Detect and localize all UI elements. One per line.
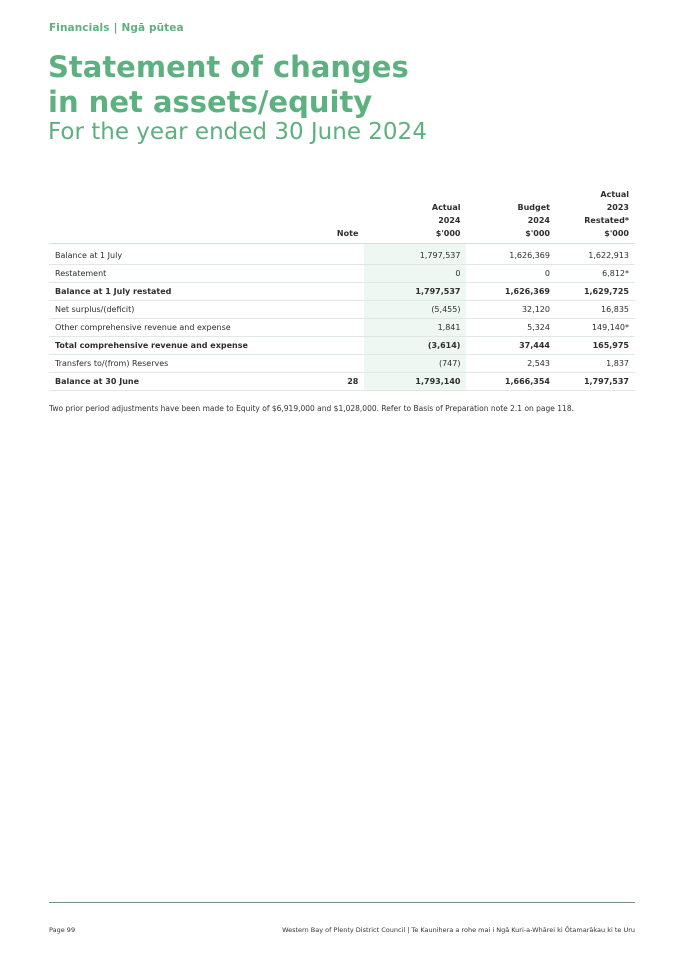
row-actual-2024: (747) bbox=[364, 355, 466, 373]
header-label-cell bbox=[49, 188, 318, 244]
changes-in-equity-table bbox=[49, 188, 635, 391]
header-actual-2024-line-3: $'000 bbox=[435, 229, 461, 238]
header-budget-2024-line-1: Budget bbox=[517, 203, 550, 212]
page-number: Page 99 bbox=[49, 926, 76, 934]
row-note bbox=[318, 355, 364, 373]
row-note bbox=[318, 337, 364, 355]
page-title-line-1: Statement of changes bbox=[48, 50, 409, 84]
row-actual-2023: 149,140* bbox=[556, 319, 635, 337]
row-label: Total comprehensive revenue and expense bbox=[49, 337, 318, 355]
row-actual-2024: 1,797,537 bbox=[364, 244, 466, 265]
table-row bbox=[49, 337, 635, 355]
row-label: Balance at 1 July restated bbox=[49, 283, 318, 301]
table-header-row bbox=[49, 188, 635, 244]
footer-publisher: Western Bay of Plenty District Council | Te Kaunihera a rohe mai i Ngā Kuri-a-Whārei ki Ōtamarākau ki te Uru bbox=[282, 926, 635, 934]
row-label: Net surplus/(deficit) bbox=[49, 301, 318, 319]
row-budget-2024: 32,120 bbox=[466, 301, 556, 319]
table-row bbox=[49, 265, 635, 283]
footer-divider bbox=[49, 902, 635, 903]
row-budget-2024: 5,324 bbox=[466, 319, 556, 337]
row-actual-2024: (3,614) bbox=[364, 337, 466, 355]
row-note bbox=[318, 244, 364, 265]
row-actual-2023: 1,629,725 bbox=[556, 283, 635, 301]
row-note bbox=[318, 283, 364, 301]
row-budget-2024: 2,543 bbox=[466, 355, 556, 373]
row-actual-2023: 1,837 bbox=[556, 355, 635, 373]
header-actual-2023-line-4: $'000 bbox=[604, 229, 629, 238]
row-actual-2024: 1,793,140 bbox=[364, 373, 466, 391]
row-actual-2023: 1,797,537 bbox=[556, 373, 635, 391]
row-actual-2023: 165,975 bbox=[556, 337, 635, 355]
row-budget-2024: 1,626,369 bbox=[466, 283, 556, 301]
row-actual-2024: 0 bbox=[364, 265, 466, 283]
row-budget-2024: 0 bbox=[466, 265, 556, 283]
row-note: 28 bbox=[318, 373, 364, 391]
row-budget-2024: 37,444 bbox=[466, 337, 556, 355]
header-actual-2023-line-1: Actual bbox=[600, 190, 629, 199]
row-label: Restatement bbox=[49, 265, 318, 283]
row-label: Transfers to/(from) Reserves bbox=[49, 355, 318, 373]
row-actual-2024: 1,841 bbox=[364, 319, 466, 337]
footnote: Two prior period adjustments have been made to Equity of $6,919,000 and $1,028,000. Refer to Basis of Preparation note 2.1 on page 118. bbox=[49, 404, 574, 413]
section-label bbox=[49, 22, 184, 34]
page-subtitle: For the year ended 30 June 2024 bbox=[48, 119, 427, 145]
section-separator: | bbox=[113, 22, 118, 34]
header-actual-2024-line-1: Actual bbox=[431, 203, 461, 212]
row-actual-2023: 1,622,913 bbox=[556, 244, 635, 265]
header-actual-2023-line-3: Restated* bbox=[584, 216, 629, 225]
row-label: Balance at 30 June bbox=[49, 373, 318, 391]
row-budget-2024: 1,626,369 bbox=[466, 244, 556, 265]
page-title-line-2: in net assets/equity bbox=[48, 85, 373, 119]
header-actual-2023 bbox=[556, 188, 635, 244]
section-label-maori: Ngā pūtea bbox=[121, 22, 184, 34]
header-budget-2024-line-2: 2024 bbox=[527, 216, 550, 225]
header-budget-2024-line-3: $'000 bbox=[525, 229, 550, 238]
header-actual-2024 bbox=[364, 188, 466, 244]
header-actual-2024-line-2: 2024 bbox=[438, 216, 461, 225]
row-actual-2024: (5,455) bbox=[364, 301, 466, 319]
row-actual-2023: 16,835 bbox=[556, 301, 635, 319]
header-budget-2024 bbox=[466, 188, 556, 244]
table-row bbox=[49, 244, 635, 265]
row-budget-2024: 1,666,354 bbox=[466, 373, 556, 391]
table-row bbox=[49, 355, 635, 373]
row-note bbox=[318, 265, 364, 283]
header-actual-2023-line-2: 2023 bbox=[606, 203, 629, 212]
row-label: Other comprehensive revenue and expense bbox=[49, 319, 318, 337]
row-actual-2023: 6,812* bbox=[556, 265, 635, 283]
header-note: Note bbox=[318, 188, 364, 244]
table-row bbox=[49, 319, 635, 337]
section-label-english: Financials bbox=[49, 22, 110, 34]
table-row bbox=[49, 301, 635, 319]
table-row bbox=[49, 283, 635, 301]
row-label: Balance at 1 July bbox=[49, 244, 318, 265]
table-row bbox=[49, 373, 635, 391]
row-note bbox=[318, 319, 364, 337]
row-actual-2024: 1,797,537 bbox=[364, 283, 466, 301]
page-title bbox=[48, 50, 409, 120]
row-note bbox=[318, 301, 364, 319]
